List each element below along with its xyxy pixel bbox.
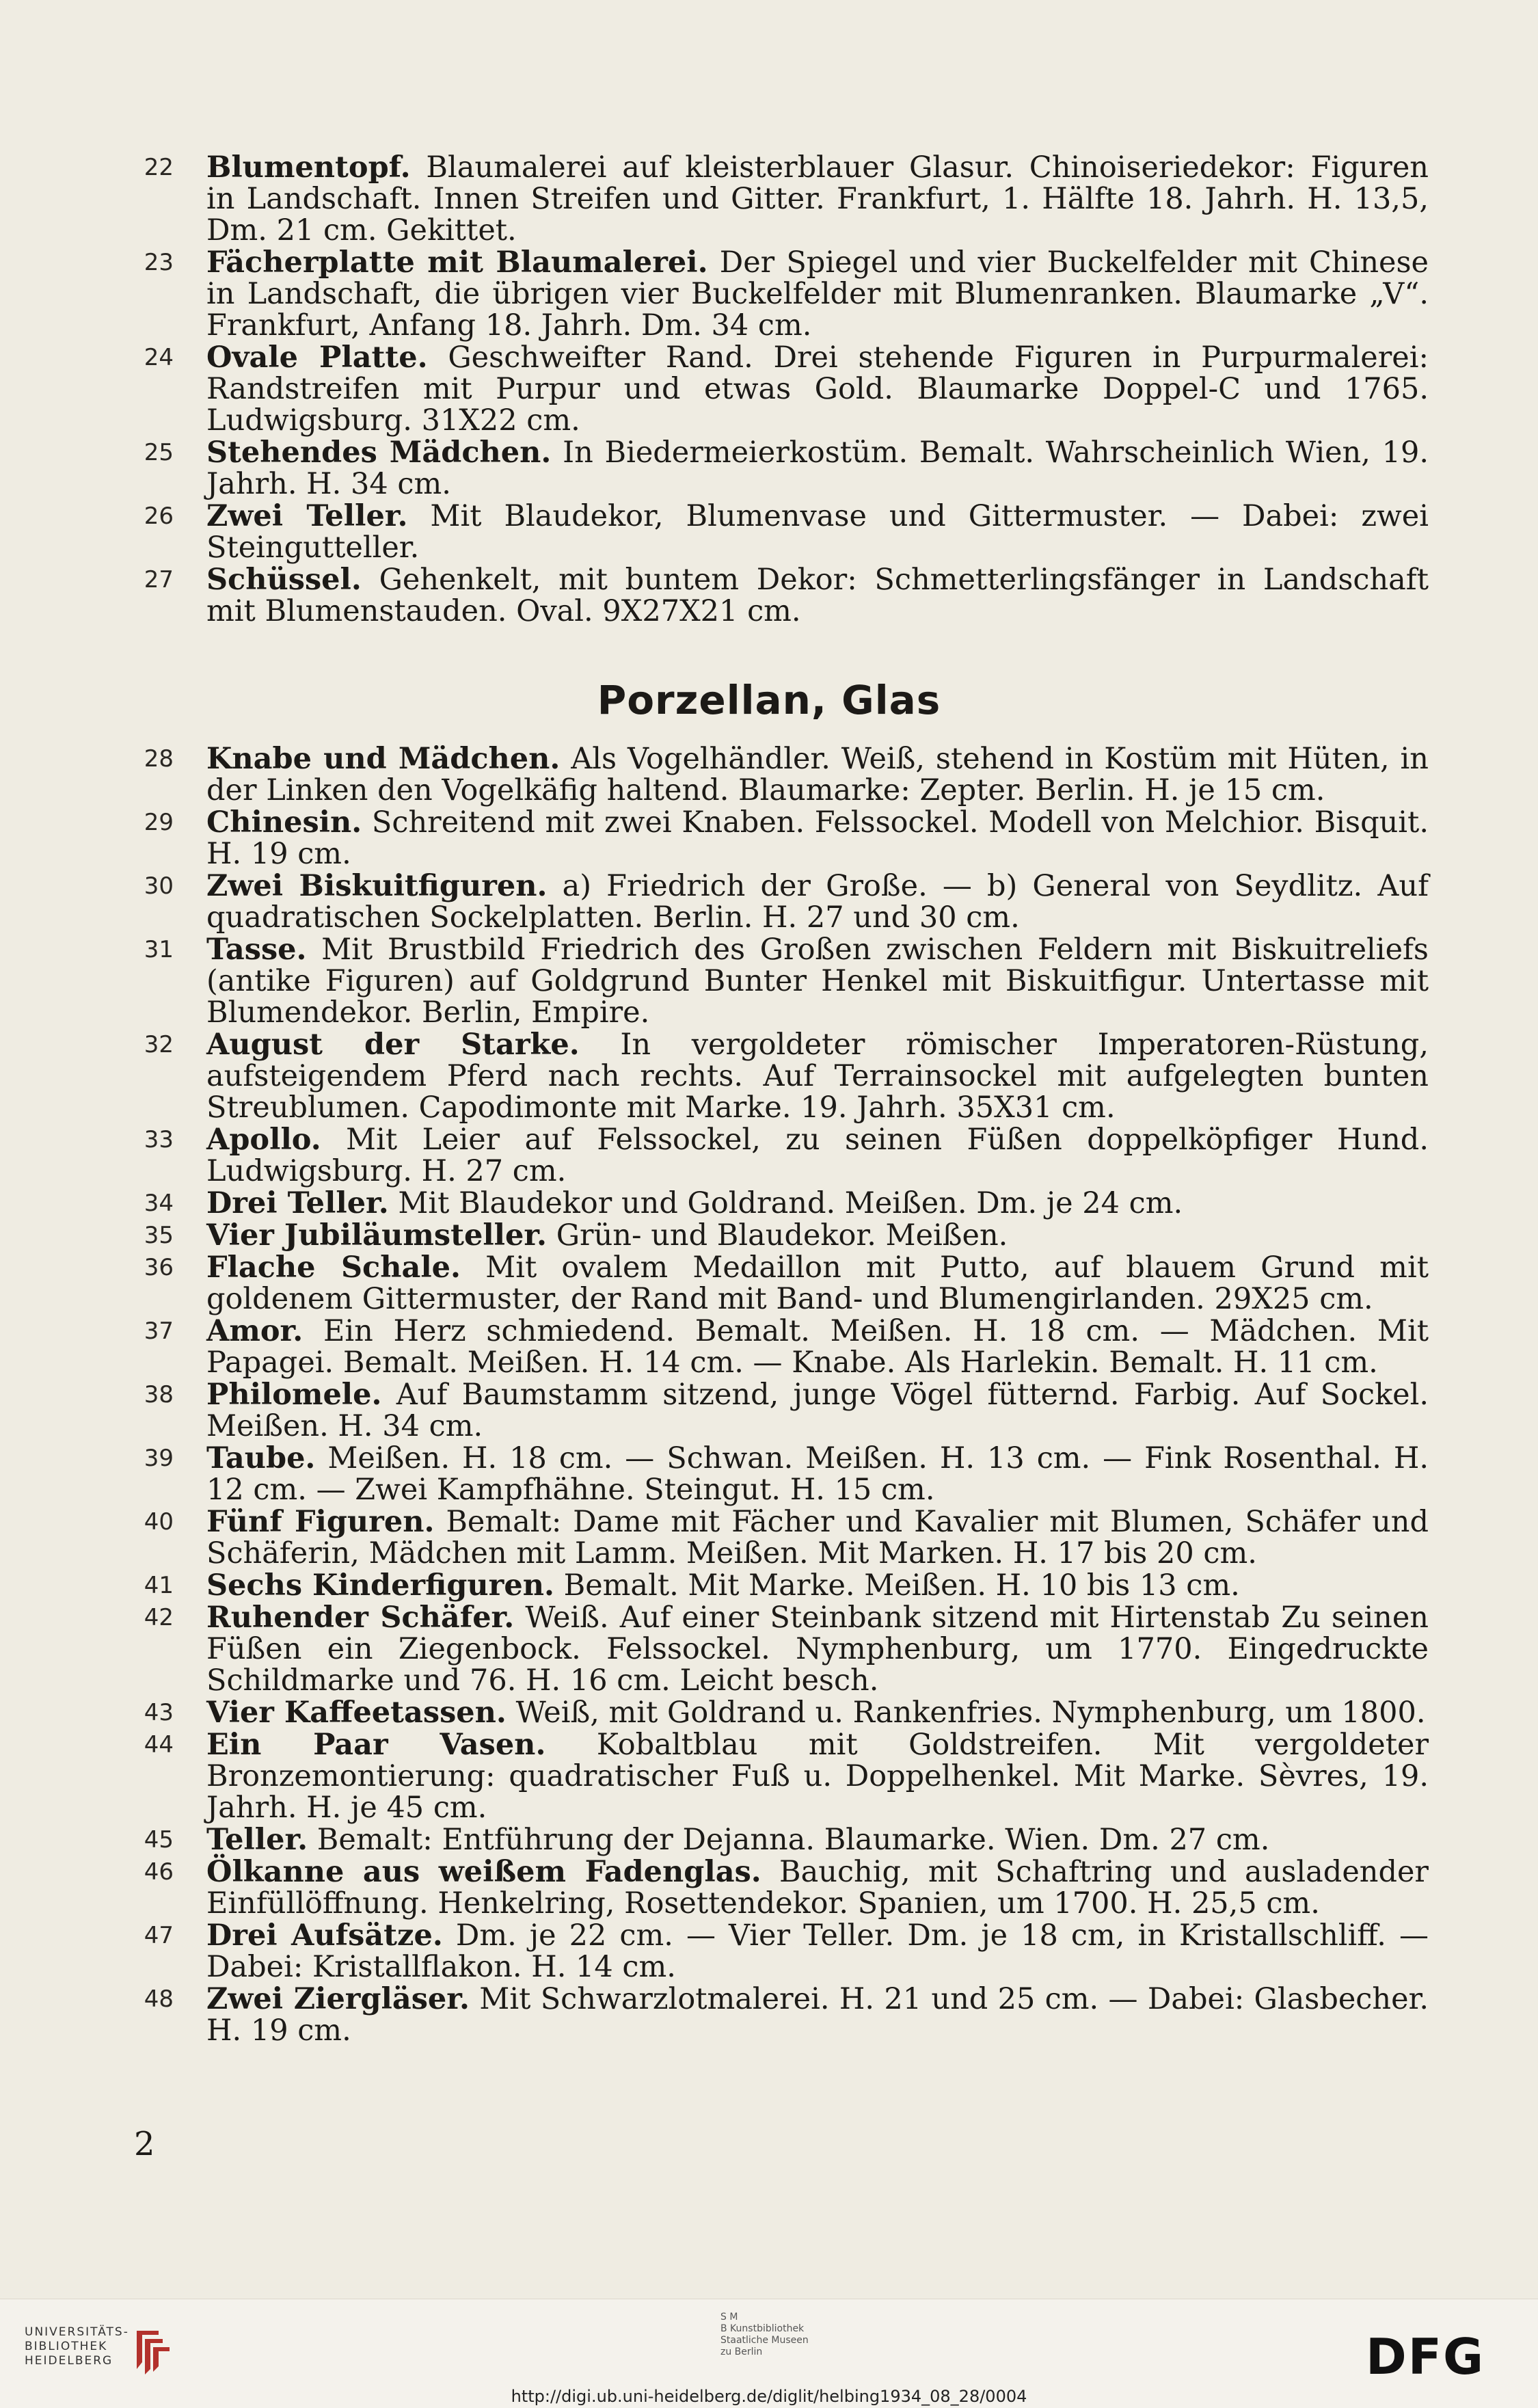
lot-description: Mit Leier auf Felssockel, zu seinen Füßen doppelköpfiger Hund. Ludwigsburg. H. 27 cm. xyxy=(206,1123,1429,1188)
lot-title: Flache Schale. xyxy=(206,1250,461,1285)
catalog-entry xyxy=(116,1983,1429,2046)
signature-line: B Kunstbibliothek xyxy=(720,2323,805,2334)
lot-number: 23 xyxy=(144,249,174,276)
catalog-entry xyxy=(116,1443,1429,1506)
university-library-logo[interactable] xyxy=(25,2325,129,2368)
lot-title: August der Starke. xyxy=(206,1028,580,1062)
catalog-entry xyxy=(116,1824,1429,1856)
signature-line: S M xyxy=(720,2312,738,2323)
footer-bar xyxy=(0,2299,1538,2408)
lot-title: Vier Kaffeetassen. xyxy=(206,1696,507,1730)
lot-description: In Biedermeierkostüm. Bemalt. Wahrscheinlich Wien, 19. Jahrh. H. 34 cm. xyxy=(206,436,1429,501)
catalog-entry xyxy=(116,1729,1429,1823)
lot-description: Schreitend mit zwei Knaben. Felssockel. Modell von Melchior. Bisquit. H. 19 cm. xyxy=(206,805,1429,871)
lot-description: In vergoldeter römischer Imperatoren-Rüstung, aufsteigendem Pferd nach rechts. Auf Terrainsockel mit aufgelegten bunten Streublumen. Capodimonte mit Marke. 19. Jahrh. 35X31 cm. xyxy=(206,1028,1429,1125)
lot-number: 34 xyxy=(144,1190,174,1217)
lot-number: 44 xyxy=(144,1731,174,1758)
entry-list-upper xyxy=(116,152,1429,628)
catalog-entry xyxy=(116,807,1429,870)
lot-title: Apollo. xyxy=(206,1123,321,1157)
catalog-entry xyxy=(116,1315,1429,1378)
lot-description: Bemalt: Entführung der Dejanna. Blaumarke. Wien. Dm. 27 cm. xyxy=(308,1823,1270,1857)
lot-number: 48 xyxy=(144,1985,174,2013)
source-url-link[interactable]: http://digi.ub.uni-heidelberg.de/diglit/helbing1934_08_28/0004 xyxy=(511,2387,1027,2406)
lot-description: a) Friedrich der Große. — b) General von Seydlitz. Auf quadratischen Sockelplatten. Berlin. H. 27 und 30 cm. xyxy=(206,869,1429,935)
university-logo-line: UNIVERSITÄTS- xyxy=(25,2325,129,2339)
lot-description: Gehenkelt, mit buntem Dekor: Schmetterlingsfänger in Landschaft mit Blumenstauden. Oval. 9X27X21 cm. xyxy=(206,563,1429,628)
lot-number: 22 xyxy=(144,154,174,181)
page-number: 2 xyxy=(134,2125,155,2163)
lot-number: 24 xyxy=(144,344,174,371)
lot-title: Ruhender Schäfer. xyxy=(206,1601,515,1635)
lot-number: 41 xyxy=(144,1572,174,1599)
catalog-entry xyxy=(116,1029,1429,1123)
catalog-entry xyxy=(116,500,1429,563)
catalog-entry xyxy=(116,564,1429,627)
lot-description: Bemalt: Dame mit Fächer und Kavalier mit Blumen, Schäfer und Schäferin, Mädchen mit Lamm. Meißen. Mit Marken. H. 17 bis 20 cm. xyxy=(206,1505,1429,1570)
lot-title: Chinesin. xyxy=(206,805,362,840)
library-signature xyxy=(720,2312,809,2358)
lot-number: 43 xyxy=(144,1699,174,1726)
lot-number: 32 xyxy=(144,1031,174,1058)
lot-title: Drei Teller. xyxy=(206,1186,389,1220)
lot-description: Blaumalerei auf kleisterblauer Glasur. Chinoiseriedekor: Figuren in Landschaft. Innen Streifen und Gitter. Frankfurt, 1. Hälfte 18. Jahrh. H. 13,5, Dm. 21 cm. Gekittet. xyxy=(206,150,1429,248)
lot-title: Tasse. xyxy=(206,933,307,967)
lot-description: Mit Blaudekor, Blumenvase und Gittermuster. — Dabei: zwei Steingutteller. xyxy=(206,499,1429,565)
lot-title: Philomele. xyxy=(206,1378,382,1412)
lot-title: Taube. xyxy=(206,1441,316,1475)
lot-title: Blumentopf. xyxy=(206,150,411,185)
university-logo-line: HEIDELBERG xyxy=(25,2354,113,2368)
lot-description: Der Spiegel und vier Buckelfelder mit Chinese in Landschaft, die übrigen vier Buckelfelder mit Blumenranken. Blaumarke „V“. Frankfurt, Anfang 18. Jahrh. Dm. 34 cm. xyxy=(206,245,1429,343)
lot-number: 29 xyxy=(144,809,174,836)
catalog-entry xyxy=(116,1602,1429,1696)
lot-number: 42 xyxy=(144,1604,174,1631)
lot-description: Mit Schwarzlotmalerei. H. 21 und 25 cm. — Dabei: Glasbecher. H. 19 cm. xyxy=(206,1982,1429,2048)
lot-description: Auf Baumstamm sitzend, junge Vögel fütternd. Farbig. Auf Sockel. Meißen. H. 34 cm. xyxy=(206,1378,1429,1443)
lot-number: 27 xyxy=(144,566,174,593)
lot-title: Drei Aufsätze. xyxy=(206,1918,443,1953)
lot-description: Mit Blaudekor und Goldrand. Meißen. Dm. je 24 cm. xyxy=(388,1186,1183,1220)
lot-number: 46 xyxy=(144,1858,174,1886)
lot-description: Meißen. H. 18 cm. — Schwan. Meißen. H. 13 cm. — Fink Rosenthal. H. 12 cm. — Zwei Kampfhähne. Steingut. H. 15 cm. xyxy=(206,1441,1429,1507)
lot-title: Fünf Figuren. xyxy=(206,1505,435,1539)
lot-title: Amor. xyxy=(206,1314,303,1348)
lot-number: 28 xyxy=(144,745,174,773)
lot-title: Ovale Platte. xyxy=(206,340,428,375)
lot-description: Dm. je 22 cm. — Vier Teller. Dm. je 18 cm, in Kristallschliff. — Dabei: Kristallflakon. H. 14 cm. xyxy=(206,1918,1429,1984)
lot-description: Ein Herz schmiedend. Bemalt. Meißen. H. 18 cm. — Mädchen. Mit Papagei. Bemalt. Meißen. H. 14 cm. — Knabe. Als Harlekin. Bemalt. H. 11 cm. xyxy=(206,1314,1429,1380)
lot-number: 25 xyxy=(144,439,174,466)
lot-description: Weiß, mit Goldrand u. Rankenfries. Nymphenburg, um 1800. xyxy=(506,1696,1426,1730)
lot-title: Vier Jubiläumsteller. xyxy=(206,1218,548,1253)
lot-description: Bauchig, mit Schaftring und ausladender Einfüllöffnung. Henkelring, Rosettendekor. Spanien, um 1700. H. 25,5 cm. xyxy=(206,1855,1429,1921)
catalog-entry xyxy=(116,1220,1429,1251)
university-logo-line: BIBLIOTHEK xyxy=(25,2340,108,2353)
signature-line: zu Berlin xyxy=(720,2346,763,2357)
lot-title: Schüssel. xyxy=(206,563,362,597)
lot-title: Fächerplatte mit Blaumalerei. xyxy=(206,245,708,280)
catalog-entry xyxy=(116,1252,1429,1315)
catalog-entry xyxy=(116,342,1429,436)
lot-description: Mit Brustbild Friedrich des Großen zwischen Feldern mit Biskuitreliefs (antike Figuren) auf Goldgrund Bunter Henkel mit Biskuitfigur. Untertasse mit Blumendekor. Berlin, Empire. xyxy=(206,933,1429,1030)
lot-description: Bemalt. Mit Marke. Meißen. H. 10 bis 13 cm. xyxy=(554,1568,1240,1603)
catalog-entry xyxy=(116,1188,1429,1219)
catalog-entry xyxy=(116,1124,1429,1187)
lot-description: Weiß. Auf einer Steinbank sitzend mit Hirtenstab Zu seinen Füßen ein Ziegenbock. Felssockel. Nymphenburg, um 1770. Eingedruckte Schildmarke und 76. H. 16 cm. Leicht besch. xyxy=(206,1601,1429,1698)
signature-line: Staatliche Museen xyxy=(720,2335,809,2346)
lot-description: Grün- und Blaudekor. Meißen. xyxy=(547,1218,1008,1253)
catalog-entry xyxy=(116,870,1429,933)
university-mark-icon xyxy=(127,2327,176,2377)
lot-number: 31 xyxy=(144,936,174,963)
catalog-entry xyxy=(116,934,1429,1028)
lot-number: 33 xyxy=(144,1126,174,1153)
lot-title: Stehendes Mädchen. xyxy=(206,436,552,470)
dfg-logo[interactable]: DFG xyxy=(1366,2328,1485,2385)
lot-title: Knabe und Mädchen. xyxy=(206,742,561,776)
catalog-entry xyxy=(116,1506,1429,1569)
catalog-entry xyxy=(116,152,1429,246)
lot-description: Kobaltblau mit Goldstreifen. Mit vergoldeter Bronzemontierung: quadratischer Fuß u. Doppelhenkel. Mit Marke. Sèvres, 19. Jahrh. H. je 45 cm. xyxy=(206,1728,1429,1825)
lot-number: 37 xyxy=(144,1317,174,1345)
lot-number: 26 xyxy=(144,503,174,530)
lot-title: Ein Paar Vasen. xyxy=(206,1728,546,1762)
entry-list-porcelain-glass xyxy=(116,743,1429,2047)
catalog-entry xyxy=(116,437,1429,500)
lot-title: Zwei Ziergläser. xyxy=(206,1982,470,2016)
catalog-entry xyxy=(116,247,1429,341)
lot-description: Geschweifter Rand. Drei stehende Figuren in Purpurmalerei: Randstreifen mit Purpur und etwas Gold. Blaumarke Doppel-C und 1765. Ludwigsburg. 31X22 cm. xyxy=(206,340,1429,438)
lot-number: 45 xyxy=(144,1826,174,1854)
lot-description: Als Vogelhändler. Weiß, stehend in Kostüm mit Hüten, in der Linken den Vogelkäfig haltend. Blaumarke: Zepter. Berlin. H. je 15 cm. xyxy=(206,742,1429,807)
catalog-entry xyxy=(116,1570,1429,1601)
catalog-entry xyxy=(116,1697,1429,1728)
lot-title: Ölkanne aus weißem Fadenglas. xyxy=(206,1855,761,1889)
catalog-entry xyxy=(116,743,1429,806)
lot-title: Zwei Biskuitfiguren. xyxy=(206,869,548,903)
lot-title: Zwei Teller. xyxy=(206,499,408,533)
catalog-entry xyxy=(116,1379,1429,1442)
lot-number: 40 xyxy=(144,1508,174,1536)
lot-description: Mit ovalem Medaillon mit Putto, auf blauem Grund mit goldenem Gittermuster, der Rand mit Band- und Blumengirlanden. 29X25 cm. xyxy=(206,1250,1429,1316)
lot-number: 30 xyxy=(144,872,174,900)
lot-title: Teller. xyxy=(206,1823,308,1857)
lot-number: 35 xyxy=(144,1222,174,1249)
lot-number: 47 xyxy=(144,1922,174,1949)
lot-number: 36 xyxy=(144,1254,174,1281)
catalog-entry xyxy=(116,1856,1429,1919)
lot-number: 39 xyxy=(144,1445,174,1472)
catalog-entry xyxy=(116,1920,1429,1983)
lot-number: 38 xyxy=(144,1381,174,1408)
lot-title: Sechs Kinderfiguren. xyxy=(206,1568,554,1603)
section-title: Porzellan, Glas xyxy=(597,677,941,723)
